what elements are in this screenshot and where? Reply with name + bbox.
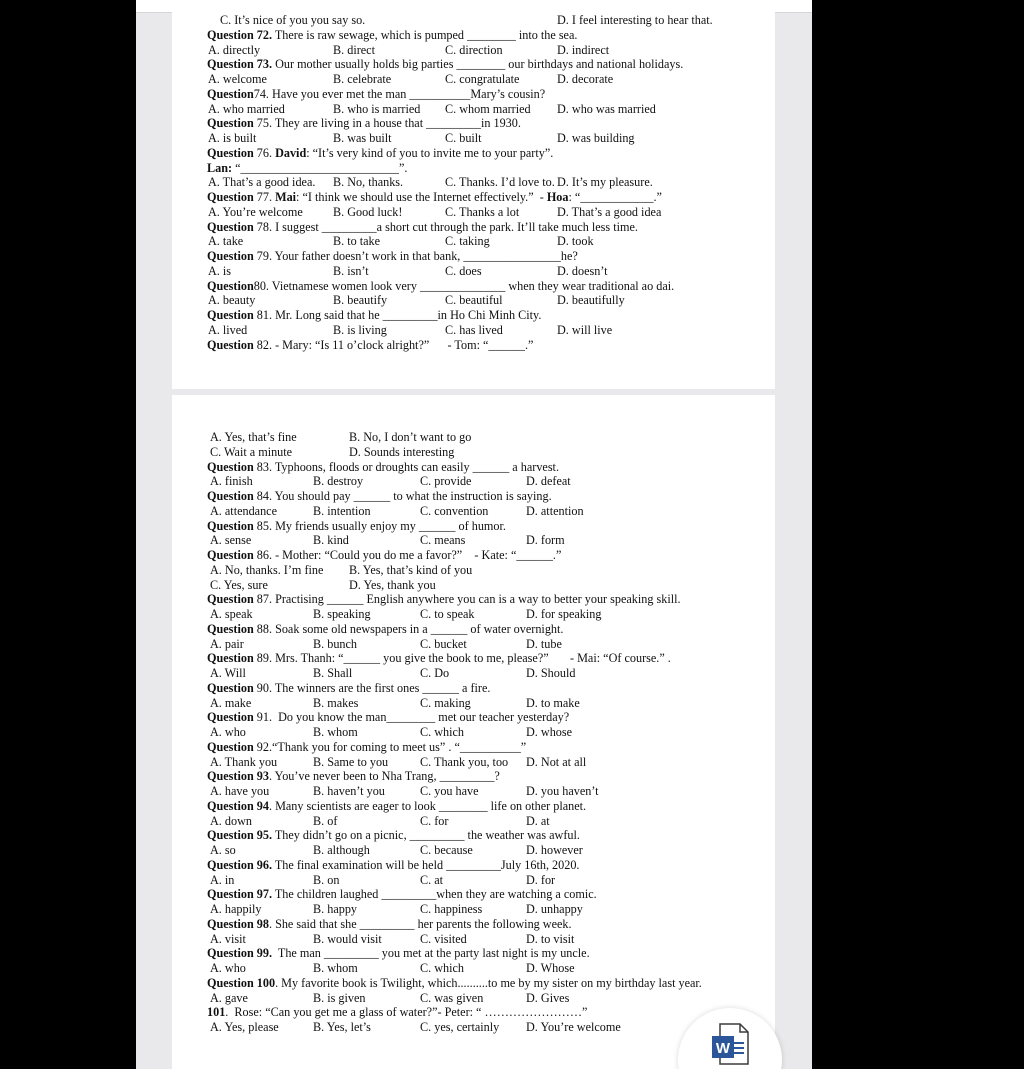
answer-option: C. does xyxy=(445,263,482,278)
answer-option: B. speaking xyxy=(313,607,371,621)
question-label: Question xyxy=(207,86,254,101)
answer-option: D. beautifully xyxy=(557,293,625,308)
answer-option: B. was built xyxy=(333,131,392,145)
question-line xyxy=(207,57,683,71)
question-label: Question 98 xyxy=(207,916,269,931)
answer-option: B. isn’t xyxy=(333,263,369,278)
answer-option: C. built xyxy=(445,131,482,145)
answer-option: B. would visit xyxy=(313,931,382,946)
question-label: Question 95. xyxy=(207,828,273,843)
answer-option: A. No, thanks. I’m fine xyxy=(210,562,324,577)
question-text: . My favorite book is Twilight, which..........to me by my sister on my birthday last year. xyxy=(275,975,702,990)
answer-option: A. Yes, please xyxy=(210,1020,279,1034)
answer-option: C. to speak xyxy=(420,607,475,621)
question-label: Question xyxy=(207,518,254,533)
question-line xyxy=(207,460,559,474)
answer-option: D. Gives xyxy=(526,990,570,1005)
question-line xyxy=(207,622,563,636)
question-label: Question xyxy=(207,219,254,234)
question-line xyxy=(207,710,569,724)
word-app-icon[interactable] xyxy=(710,1022,754,1066)
answer-option: A. You’re welcome xyxy=(208,204,303,219)
question-text: They didn’t go on a picnic, _________ the weather was awful. xyxy=(272,828,580,843)
question-text: 77. xyxy=(253,190,276,204)
answer-option: D. decorate xyxy=(557,72,614,86)
question-line xyxy=(207,249,578,263)
answer-option: D. You’re welcome xyxy=(526,1020,621,1034)
answer-option: D. defeat xyxy=(526,474,571,489)
question-label: Question 72. xyxy=(207,27,273,42)
svg-text:W: W xyxy=(715,1040,731,1057)
answer-option: B. Shall xyxy=(313,666,353,680)
answer-option: C. was given xyxy=(420,990,484,1005)
question-line xyxy=(207,917,572,931)
question-line xyxy=(207,338,533,352)
answer-option: B. is living xyxy=(333,322,387,337)
question-label: Lan: xyxy=(207,160,233,175)
question-label: Question xyxy=(207,739,254,754)
answer-option: C. Yes, sure xyxy=(210,577,268,592)
question-text: 78. I suggest _________a short cut through the park. It’ll take much less time. xyxy=(253,219,638,234)
question-label: Question xyxy=(207,337,254,352)
answer-option: D. indirect xyxy=(557,42,610,57)
question-text: 76. xyxy=(253,145,276,160)
answer-option: A. who xyxy=(210,961,246,975)
answer-option: B. happy xyxy=(313,902,358,916)
answer-option: D. Sounds interesting xyxy=(349,444,455,459)
answer-option: D. took xyxy=(557,234,594,249)
answer-option: D. who was married xyxy=(557,101,656,116)
question-label: Question xyxy=(207,278,254,293)
question-label: Mai xyxy=(275,190,297,204)
answer-option: D. I feel interesting to hear that. xyxy=(557,13,713,27)
answer-option: D. tube xyxy=(526,636,562,651)
answer-option: A. take xyxy=(208,234,244,249)
question-line xyxy=(207,799,586,813)
question-text: Our mother usually holds big parties ________ our birthdays and national holidays. xyxy=(272,57,684,72)
question-label: Question 97. xyxy=(207,887,273,902)
question-line xyxy=(207,1005,587,1019)
question-text: 74. Have you ever met the man __________Mary’s cousin? xyxy=(253,86,546,101)
answer-option: A. That’s a good idea. xyxy=(208,175,316,190)
question-text: 89. Mrs. Thanh: “______ you give the book to me, please?” - Mai: “Of course.” . xyxy=(253,651,671,666)
question-line xyxy=(207,548,561,562)
question-text: 87. Practising ______ English anywhere you can is a way to better your speaking skill. xyxy=(253,592,681,607)
answer-option: D. for xyxy=(526,872,556,887)
question-label: Question 96. xyxy=(207,857,273,872)
question-line xyxy=(207,592,681,606)
question-line xyxy=(207,887,597,901)
question-label: Question xyxy=(207,489,254,503)
answer-option: C. because xyxy=(420,843,473,857)
document-page-1 xyxy=(172,0,775,389)
question-line xyxy=(207,681,490,695)
question-label: Question xyxy=(207,710,254,725)
question-line xyxy=(207,161,407,175)
question-text: 88. Soak some old newspapers in a ______ of water overnight. xyxy=(253,621,564,636)
answer-option: C. direction xyxy=(445,42,503,57)
question-line xyxy=(207,279,674,293)
answer-option: A. in xyxy=(210,872,235,887)
question-text: 75. They are living in a house that _________in 1930. xyxy=(253,116,521,131)
question-label: Question 100 xyxy=(207,975,276,990)
answer-option: A. make xyxy=(210,695,252,710)
answer-option: C. Thanks. I’d love to. xyxy=(445,175,555,190)
answer-option: B. Good luck! xyxy=(333,204,403,219)
answer-option: B. No, thanks. xyxy=(333,175,404,190)
answer-option: C. has lived xyxy=(445,322,503,337)
answer-option: C. which xyxy=(420,961,465,975)
answer-option: D. attention xyxy=(526,503,584,518)
answer-option: A. is xyxy=(208,263,232,278)
answer-option: B. to take xyxy=(333,234,381,249)
answer-option: B. beautify xyxy=(333,293,388,308)
answer-option: A. gave xyxy=(210,990,248,1005)
answer-option: A. down xyxy=(210,813,252,828)
answer-option: C. provide xyxy=(420,474,472,489)
answer-option: A. who xyxy=(210,725,246,739)
question-label: Question xyxy=(207,190,254,204)
question-line xyxy=(207,87,545,101)
answer-option: B. direct xyxy=(333,42,375,57)
question-label: Question 73. xyxy=(207,57,273,72)
question-text: 92.“Thank you for coming to meet us” . “__________” xyxy=(253,739,527,754)
answer-option: B. whom xyxy=(313,961,358,975)
question-text: 83. Typhoons, floods or droughts can easily ______ a harvest. xyxy=(253,459,559,474)
answer-option: D. was building xyxy=(557,131,635,145)
question-label: Question xyxy=(207,680,254,695)
question-line xyxy=(207,28,577,42)
answer-option: C. Do xyxy=(420,666,450,680)
answer-option: C. yes, certainly xyxy=(420,1020,500,1034)
answer-option: C. happiness xyxy=(420,902,483,916)
question-line xyxy=(207,519,506,533)
answer-option: D. doesn’t xyxy=(557,263,608,278)
question-text: : “It’s very kind of you to invite me to your party”. xyxy=(306,145,554,160)
question-text: 80. Vietnamese women look very ______________ when they wear traditional ao dai. xyxy=(253,278,675,293)
question-line xyxy=(207,769,500,783)
question-line xyxy=(207,828,580,842)
answer-option: A. Yes, that’s fine xyxy=(210,430,297,444)
question-text: 90. The winners are the first ones ______ a fire. xyxy=(253,680,491,695)
question-line xyxy=(207,976,702,990)
answer-option: C. beautiful xyxy=(445,293,503,308)
answer-option: B. whom xyxy=(313,725,358,739)
question-line xyxy=(207,740,526,754)
answer-option: A. sense xyxy=(210,533,252,548)
answer-option: C. for xyxy=(420,813,449,828)
question-label: Question xyxy=(207,249,254,263)
question-label: Hoa xyxy=(546,190,569,204)
answer-option: A. directly xyxy=(208,42,261,57)
answer-option: A. Will xyxy=(210,666,246,680)
question-text: . Many scientists are eager to look ________ life on other planet. xyxy=(268,798,587,813)
answer-option: D. unhappy xyxy=(526,902,583,916)
question-label: Question 94 xyxy=(207,798,269,813)
question-text: . You’ve never been to Nha Trang, _________? xyxy=(268,769,500,784)
question-line xyxy=(207,651,671,665)
question-label: David xyxy=(275,145,307,160)
question-label: Question 99. xyxy=(207,946,273,961)
question-label: Question xyxy=(207,308,254,322)
answer-option: B. destroy xyxy=(313,474,364,489)
answer-option: C. which xyxy=(420,725,465,739)
answer-option: D. Yes, thank you xyxy=(349,577,436,592)
answer-option: C. whom married xyxy=(445,101,531,116)
answer-option: D. That’s a good idea xyxy=(557,204,662,219)
question-text: 85. My friends usually enjoy my ______ of humor. xyxy=(253,518,506,533)
question-label: Question xyxy=(207,548,254,562)
answer-option: A. so xyxy=(210,843,236,857)
question-text: The children laughed _________when they are watching a comic. xyxy=(272,887,597,902)
answer-option: D. at xyxy=(526,813,550,828)
answer-option: B. Same to you xyxy=(313,754,389,769)
answer-option: B. although xyxy=(313,843,370,857)
question-label: Question 93 xyxy=(207,769,269,784)
answer-option: D. to visit xyxy=(526,931,575,946)
answer-option: C. It’s nice of you you say so. xyxy=(220,13,366,27)
question-text: The final examination will be held _________July 16th, 2020. xyxy=(272,857,580,872)
answer-option: B. on xyxy=(313,872,340,887)
answer-option: A. beauty xyxy=(208,293,256,308)
answer-option: A. attendance xyxy=(210,503,277,518)
answer-option: C. means xyxy=(420,533,466,548)
answer-option: D. Not at all xyxy=(526,754,587,769)
answer-option: B. kind xyxy=(313,533,349,548)
question-label: Question xyxy=(207,459,254,474)
question-text: There is raw sewage, which is pumped ________ into the sea. xyxy=(272,27,578,42)
question-text: 82. - Mary: “Is 11 o’clock alright?” - Tom: “______.” xyxy=(253,337,534,352)
question-label: Question xyxy=(207,145,254,160)
question-label: 101 xyxy=(207,1005,226,1020)
answer-option: C. congratulate xyxy=(445,72,520,86)
question-text: 81. Mr. Long said that he _________in Ho Chi Minh City. xyxy=(253,308,542,322)
question-line xyxy=(207,146,553,160)
answer-option: A. lived xyxy=(208,322,248,337)
question-text: 79. Your father doesn’t work in that bank, ________________he? xyxy=(253,249,578,263)
question-line xyxy=(207,858,579,872)
answer-option: C. Thank you, too xyxy=(420,754,509,769)
answer-option: B. celebrate xyxy=(333,72,392,86)
answer-option: D. form xyxy=(526,533,565,548)
question-text: : “I think we should use the Internet effectively.” - xyxy=(296,190,547,204)
question-text: “__________________________”. xyxy=(232,160,408,175)
answer-option: B. of xyxy=(313,813,338,828)
question-text: . She said that she _________ her parents the following week. xyxy=(268,916,572,931)
question-text: The man _________ you met at the party last night is my uncle. xyxy=(272,946,590,961)
answer-option: B. Yes, let’s xyxy=(313,1020,371,1034)
question-line xyxy=(207,308,541,322)
answer-option: C. making xyxy=(420,695,471,710)
answer-option: C. Wait a minute xyxy=(210,444,293,459)
answer-option: D. however xyxy=(526,843,583,857)
question-line xyxy=(207,946,590,960)
answer-option: D. Whose xyxy=(526,961,575,975)
question-text: . Rose: “Can you get me a glass of water?”- Peter: “ ……………………” xyxy=(225,1005,588,1020)
answer-option: A. finish xyxy=(210,474,253,489)
question-label: Question xyxy=(207,621,254,636)
answer-option: A. welcome xyxy=(208,72,267,86)
question-text: 84. You should pay ______ to what the instruction is saying. xyxy=(253,489,552,503)
question-line xyxy=(207,190,662,204)
question-line xyxy=(207,116,521,130)
answer-option: A. speak xyxy=(210,607,253,621)
answer-option: B. haven’t you xyxy=(313,784,385,798)
answer-option: C. bucket xyxy=(420,636,467,651)
answer-option: A. is built xyxy=(208,131,257,145)
document-page-2 xyxy=(172,395,775,1069)
answer-option: C. taking xyxy=(445,234,490,249)
answer-option: D. will live xyxy=(557,322,613,337)
answer-option: B. No, I don’t want to go xyxy=(349,430,472,444)
answer-option: A. have you xyxy=(210,784,270,798)
question-label: Question xyxy=(207,651,254,666)
answer-option: B. bunch xyxy=(313,636,358,651)
question-label: Question xyxy=(207,592,254,607)
answer-option: B. intention xyxy=(313,503,371,518)
answer-option: A. who married xyxy=(208,101,285,116)
question-line xyxy=(207,489,552,503)
answer-option: D. It’s my pleasure. xyxy=(557,175,653,190)
answer-option: D. Should xyxy=(526,666,576,680)
answer-option: D. you haven’t xyxy=(526,784,599,798)
question-text: 91. Do you know the man________ met our teacher yesterday? xyxy=(253,710,570,725)
document-viewer[interactable] xyxy=(136,0,812,1069)
question-line xyxy=(207,220,638,234)
answer-option: D. to make xyxy=(526,695,580,710)
answer-option: D. for speaking xyxy=(526,607,602,621)
answer-option: C. you have xyxy=(420,784,479,798)
answer-option: A. pair xyxy=(210,636,244,651)
answer-option: B. Yes, that’s kind of you xyxy=(349,562,473,577)
question-text: 86. - Mother: “Could you do me a favor?” - Kate: “______.” xyxy=(253,548,562,562)
question-text: : “____________.” xyxy=(568,190,662,204)
question-label: Question xyxy=(207,116,254,131)
answer-option: D. whose xyxy=(526,725,573,739)
answer-option: A. Thank you xyxy=(210,754,278,769)
answer-option: C. convention xyxy=(420,503,489,518)
answer-option: C. visited xyxy=(420,931,467,946)
answer-option: B. makes xyxy=(313,695,359,710)
answer-option: C. at xyxy=(420,872,444,887)
answer-option: A. visit xyxy=(210,931,246,946)
answer-option: C. Thanks a lot xyxy=(445,204,520,219)
answer-option: B. who is married xyxy=(333,101,421,116)
answer-option: B. is given xyxy=(313,990,366,1005)
answer-option: A. happily xyxy=(210,902,262,916)
